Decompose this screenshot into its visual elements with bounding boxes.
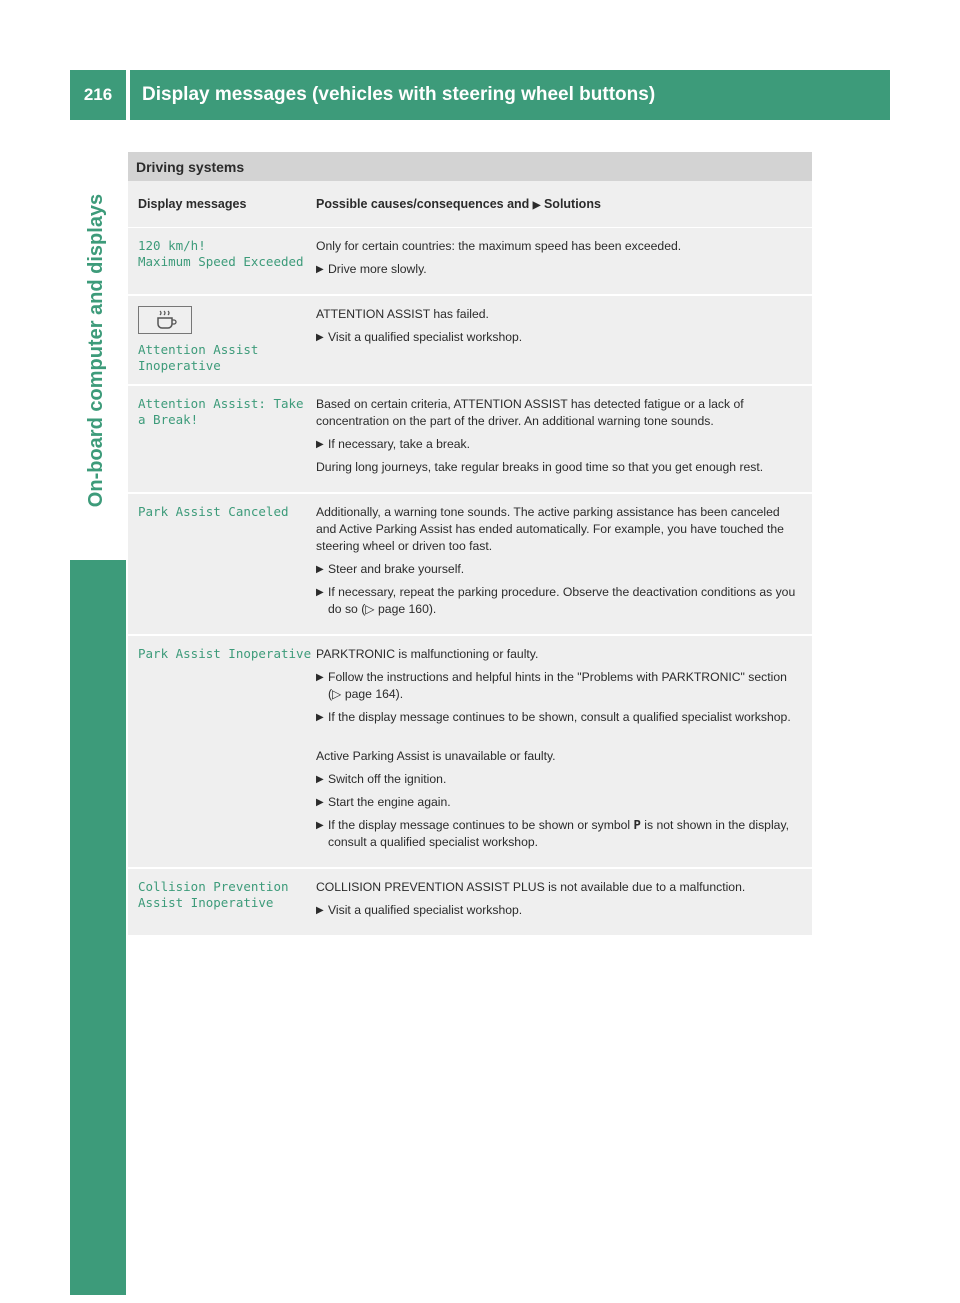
column-header-solutions-text: Solutions (543, 197, 601, 211)
cause-text: ATTENTION ASSIST has failed. (316, 307, 489, 321)
solution-text: Drive more slowly. (328, 262, 427, 276)
display-message-text: Collision Prevention Assist Inoperative (138, 879, 289, 910)
table-row (128, 494, 812, 636)
solution-step (316, 817, 798, 851)
table-row (128, 636, 812, 869)
display-message-text: Attention Assist: Take a Break! (138, 396, 304, 427)
side-tab-label: On-board computer and displays (85, 193, 108, 507)
cause-text: Based on certain criteria, ATTENTION ASSIST has detected fatigue or a lack of concentration on the part of the driver. An additional warning tone sounds. (316, 397, 744, 428)
causes-cell (316, 636, 812, 867)
arrow-icon: ▶ (316, 905, 324, 916)
solution-text: If necessary, repeat the parking procedure. Observe the deactivation conditions as you do so (▷ page 160). (328, 585, 796, 616)
cause-text: PARKTRONIC is malfunctioning or faulty. (316, 647, 539, 661)
message-cell (128, 869, 316, 935)
arrow-icon: ▶ (316, 797, 324, 808)
arrow-icon: ▶ (316, 264, 324, 275)
table-row (128, 296, 812, 386)
display-message-text: Maximum Speed Exceeded (138, 254, 304, 269)
arrow-icon: ▶ (532, 200, 541, 211)
arrow-icon: ▶ (316, 564, 324, 575)
page-header-title: Display messages (vehicles with steering wheel buttons) (130, 70, 890, 120)
solution-step (316, 669, 798, 703)
table-row (128, 869, 812, 937)
arrow-icon: ▶ (316, 672, 324, 683)
message-cell (128, 636, 316, 867)
display-message-text: Attention Assist Inoperative (138, 342, 259, 373)
table-body (128, 228, 812, 937)
message-cell (128, 228, 316, 294)
solution-text: If the display message continues to be shown, consult a qualified specialist workshop. (328, 710, 791, 724)
causes-cell (316, 386, 812, 492)
solution-step (316, 709, 798, 726)
arrow-icon: ▶ (316, 712, 324, 723)
parking-symbol: P (633, 818, 641, 832)
arrow-icon: ▶ (316, 774, 324, 785)
display-message-text: Park Assist Inoperative (138, 646, 312, 661)
solution-step (316, 584, 798, 618)
display-messages-table (128, 152, 812, 937)
solution-text: Visit a qualified specialist workshop. (328, 330, 523, 344)
column-header-causes (316, 197, 812, 211)
coffee-cup-icon (138, 306, 192, 334)
solution-text: Visit a qualified specialist workshop. (328, 903, 523, 917)
solution-text: Switch off the ignition. (328, 772, 447, 786)
display-message-text: 120 km/h! (138, 238, 206, 253)
cause-text: Only for certain countries: the maximum speed has been exceeded. (316, 239, 682, 253)
table-row (128, 386, 812, 494)
solution-step (316, 771, 798, 788)
solution-text: Follow the instructions and helpful hints in the "Problems with PARKTRONIC" section (▷ page 164). (328, 670, 787, 701)
solution-step (316, 261, 798, 278)
causes-cell (316, 869, 812, 935)
causes-cell (316, 296, 812, 384)
solution-step (316, 329, 798, 346)
column-header-messages: Display messages (138, 197, 247, 211)
message-cell (128, 494, 316, 634)
message-cell (128, 386, 316, 492)
cause-text: During long journeys, take regular breaks in good time so that you get enough rest. (316, 460, 764, 474)
arrow-icon: ▶ (316, 587, 324, 598)
arrow-icon: ▶ (316, 332, 324, 343)
cause-text: Additionally, a warning tone sounds. The active parking assistance has been canceled and Active Parking Assist has ended automatically. For example, you have touched the steering wheel or driven too fast. (316, 505, 784, 553)
solution-text: Start the engine again. (328, 795, 451, 809)
message-cell (128, 296, 316, 384)
causes-cell (316, 228, 812, 294)
solution-text: If necessary, take a break. (328, 437, 471, 451)
solution-text: Steer and brake yourself. (328, 562, 465, 576)
causes-cell (316, 494, 812, 634)
solution-text (328, 817, 798, 851)
solution-text-part: is not shown in the display, consult a qualified specialist workshop. (328, 818, 790, 849)
side-tab (76, 140, 118, 560)
solution-step (316, 902, 798, 919)
solution-text-part: If the display message continues to be shown or symbol (328, 818, 631, 832)
arrow-icon: ▶ (316, 439, 324, 450)
side-block (70, 560, 126, 1295)
solution-step (316, 794, 798, 811)
display-message-text: Park Assist Canceled (138, 504, 289, 519)
spacer (316, 732, 798, 748)
solution-step (316, 436, 798, 453)
page-number: 216 (70, 70, 126, 120)
column-header-causes-text: Possible causes/consequences and (316, 197, 530, 211)
arrow-icon: ▶ (316, 820, 324, 831)
table-row (128, 228, 812, 296)
column-headers (128, 181, 812, 228)
cause-text: Active Parking Assist is unavailable or faulty. (316, 749, 556, 763)
cause-text: COLLISION PREVENTION ASSIST PLUS is not available due to a malfunction. (316, 880, 746, 894)
solution-step (316, 561, 798, 578)
section-title: Driving systems (128, 152, 812, 181)
